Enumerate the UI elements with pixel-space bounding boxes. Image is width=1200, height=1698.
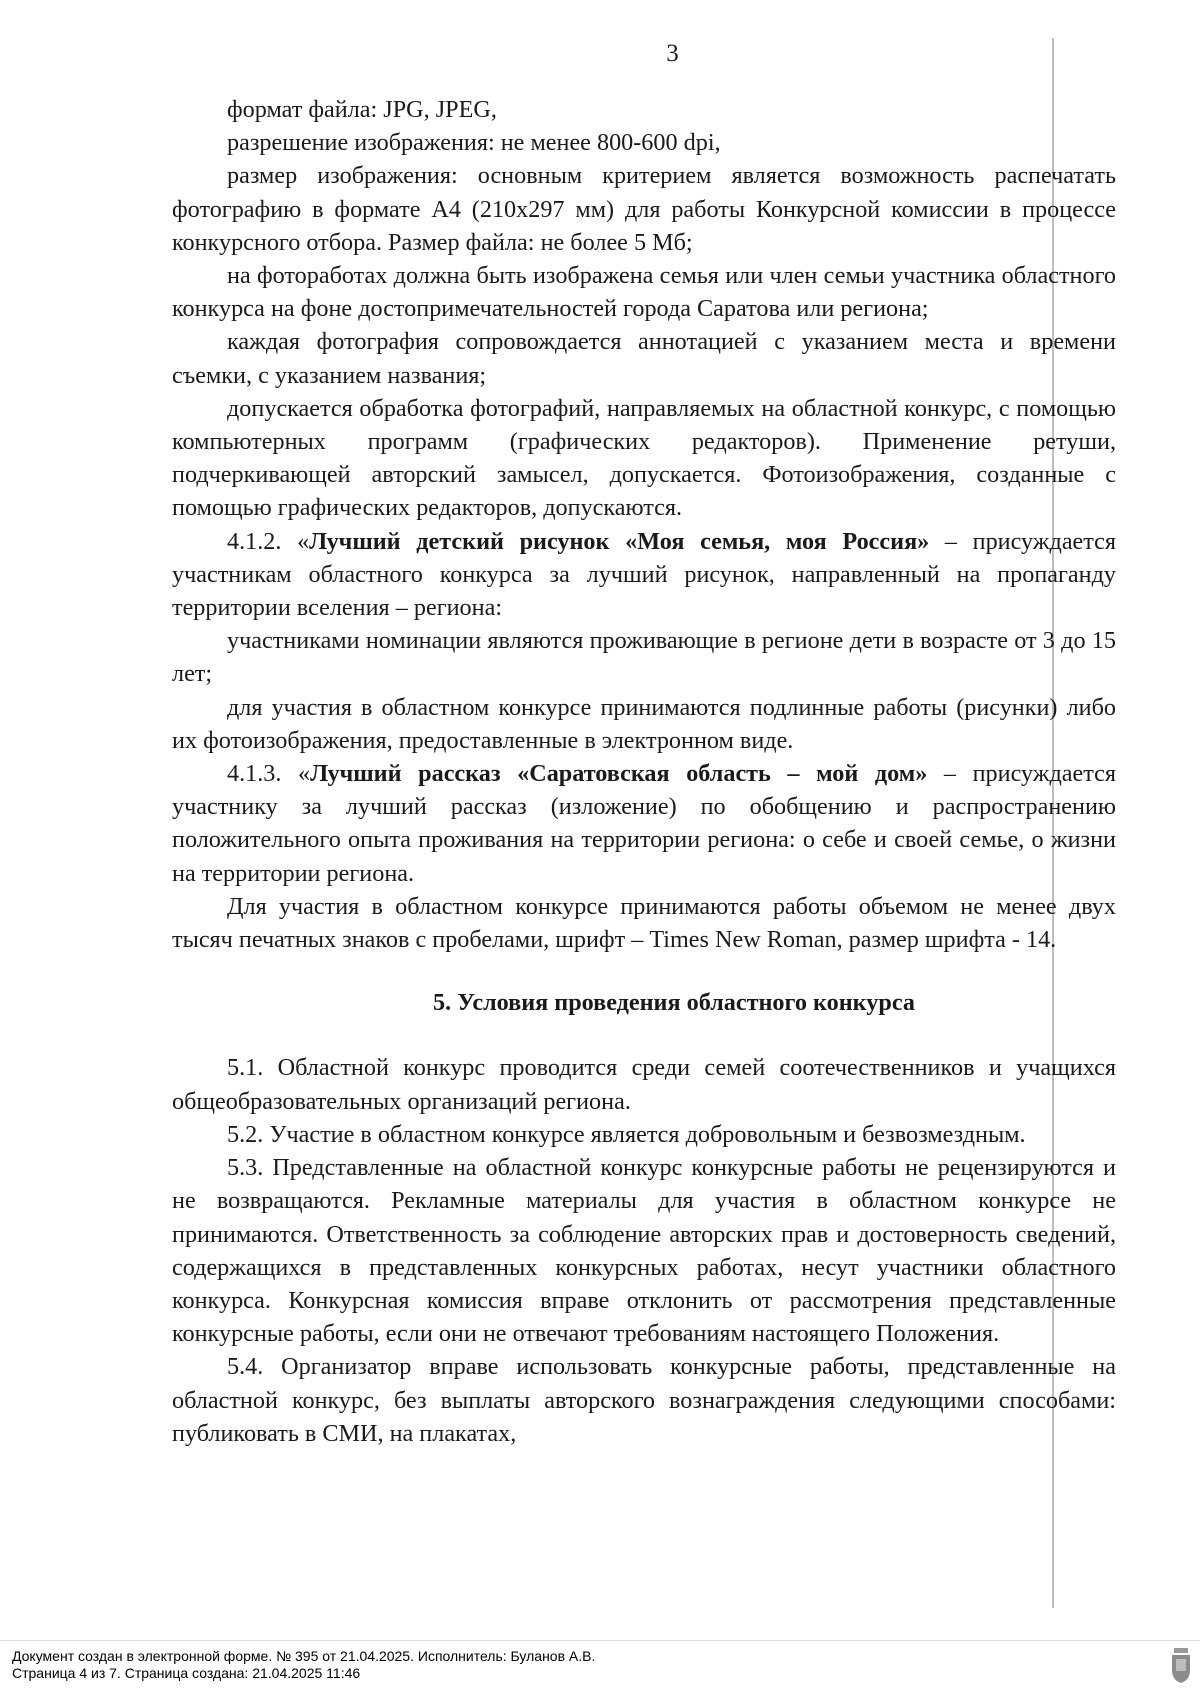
footer	[12, 1648, 595, 1682]
paragraph: для участия в областном конкурсе принимаются подлинные работы (рисунки) либо их фотоизображения, предоставленные в электронном виде.	[172, 693, 1116, 754]
paragraph: 5.4. Организатор вправе использовать конкурсные работы, представленные на областной конкурс, без выплаты авторского вознаграждения следующими способами: публиковать в СМИ, на плакатах,	[172, 1353, 1116, 1447]
footer-divider	[0, 1640, 1200, 1641]
paragraph: формат файла: JPG, JPEG,	[227, 96, 497, 123]
item-number: 4.1.2. «	[227, 527, 310, 555]
item-4-1-3	[172, 757, 1116, 890]
item-4-1-2	[172, 525, 1116, 625]
coat-of-arms-icon	[1170, 1648, 1192, 1684]
paragraph: участниками номинации являются проживающие в регионе дети в возрасте от 3 до 15 лет;	[172, 627, 1116, 688]
paragraph: каждая фотография сопровождается аннотацией с указанием места и времени съемки, с указанием названия;	[172, 328, 1116, 389]
paragraph: 5.2. Участие в областном конкурсе является добровольным и безвозмездным.	[227, 1120, 1026, 1148]
paragraph: 5.3. Представленные на областной конкурс конкурсные работы не рецензируются и не возвращаются. Рекламные материалы для участия в областном конкурсе не принимаются. Ответственность за соблюдение авторских прав и достоверность сведений, содержащихся в представленных конкурсных работах, несут участники областного конкурса. Конкурсная комиссия вправе отклонить от рассмотрения представленные конкурсные работы, если они не отвечают требованиям настоящего Положения.	[172, 1154, 1116, 1348]
item-text: – присуждается участнику за лучший рассказ (изложение) по обобщению и распространению положительного опыта проживания на территории региона: о себе и своей семье, о жизни на территории региона.	[172, 760, 1117, 887]
paragraph: Для участия в областном конкурсе принимаются работы объемом не менее двух тысяч печатных знаков с пробелами, шрифт – Times New Roman, размер шрифта - 14.	[172, 892, 1116, 954]
section-heading: 5. Условия проведения областного конкурса	[433, 989, 915, 1017]
document-body	[172, 93, 1116, 1450]
page-number: 3	[666, 40, 679, 67]
paragraph: допускается обработка фотографий, направляемых на областной конкурс, с помощью компьютерных программ (графических редакторов). Применение ретуши, подчеркивающей авторский замысел, допускается. Фотоизображения, созданные с помощью графических редакторов, допускаются.	[172, 394, 1116, 522]
item-title: Лучший детский рисунок «Моя семья, моя Россия»	[309, 527, 930, 555]
paragraph: разрешение изображения: не менее 800-600 dpi,	[227, 129, 721, 157]
footer-line-1: Документ создан в электронной форме. № 395 от 21.04.2025. Исполнитель: Буланов А.В.	[12, 1648, 596, 1664]
paragraph: размер изображения: основным критерием является возможность распечатать фотографию в формате А4 (210x297 мм) для работы Конкурсной комиссии в процессе конкурсного отбора. Размер файла: не более 5 Мб;	[172, 162, 1116, 256]
item-text: – присуждается участникам областного конкурса за лучший рисунок, направленный на пропаганду территории вселения – региона:	[172, 527, 1117, 622]
item-number: 4.1.3. «	[227, 760, 311, 788]
paragraph: на фотоработах должна быть изображена семья или член семьи участника областного конкурса на фоне достопримечательностей города Саратова или региона;	[172, 262, 1116, 323]
item-title: Лучший рассказ «Саратовская область – мой дом»	[310, 760, 928, 788]
footer-line-2: Страница 4 из 7. Страница создана: 21.04.2025 11:46	[12, 1665, 361, 1681]
paragraph: 5.1. Областной конкурс проводится среди семей соотечественников и учащихся общеобразовательных организаций региона.	[172, 1054, 1116, 1115]
